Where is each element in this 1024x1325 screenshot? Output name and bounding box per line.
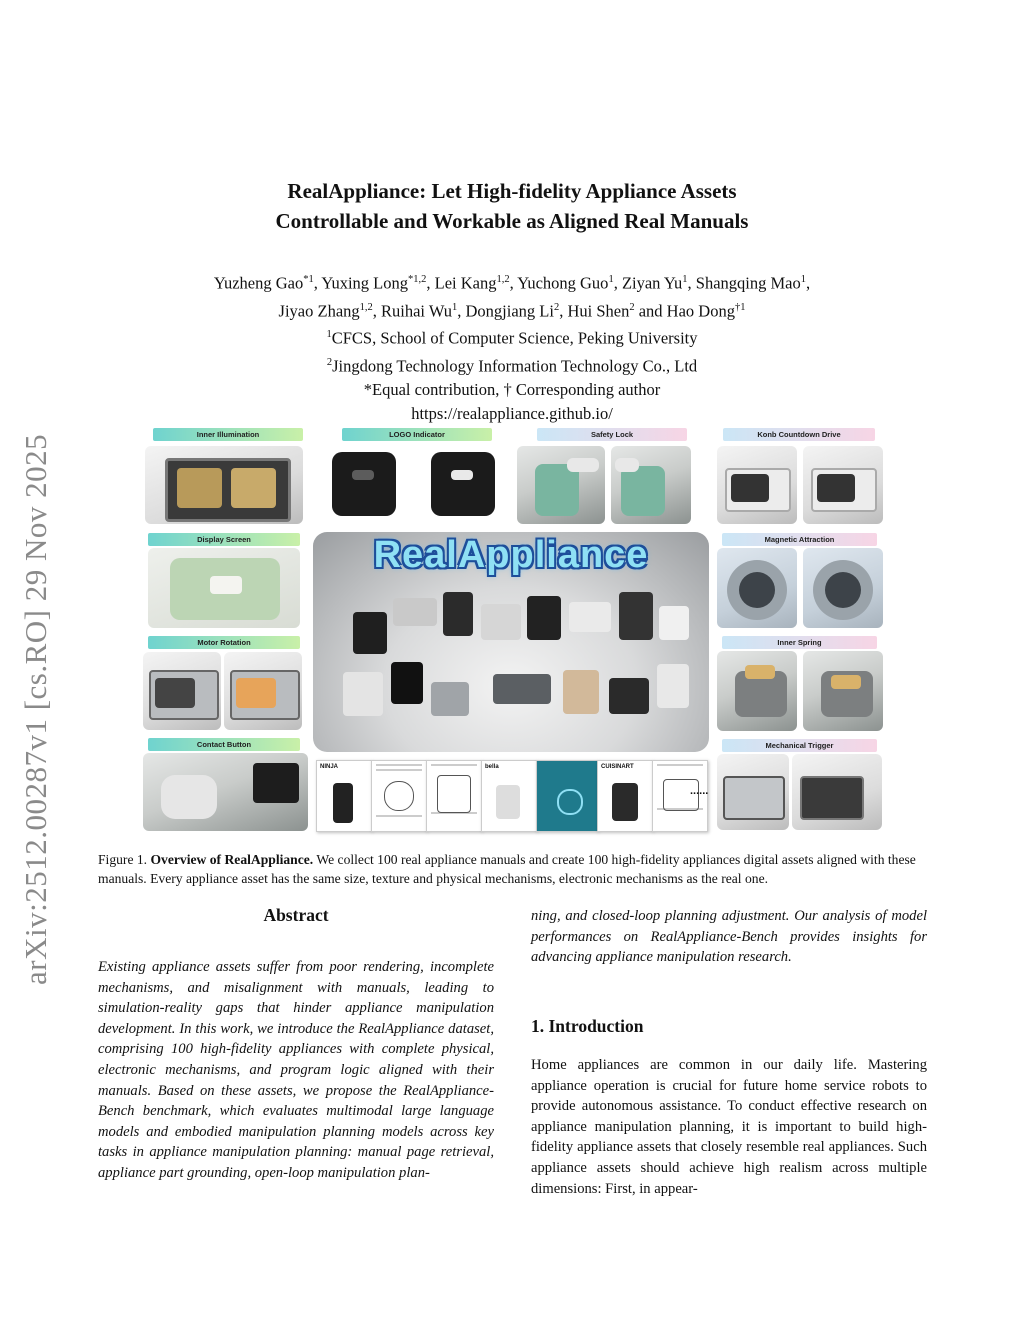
manual-thumbnail-4: bella <box>481 760 537 832</box>
manual-thumbnail-5 <box>536 760 598 832</box>
motor-rotation-image-1 <box>143 652 221 730</box>
logo-indicator-image-2 <box>417 446 509 524</box>
magnetic-attraction-image-1 <box>717 548 797 628</box>
mechanical-trigger-image-2 <box>792 754 882 830</box>
contact-button-image <box>143 753 308 831</box>
manual-thumbnail-3 <box>426 760 482 832</box>
display-screen-image <box>148 548 300 628</box>
manuals-ellipsis: ...... <box>690 785 709 797</box>
inner-spring-image-1 <box>717 651 797 731</box>
affiliation-2: $^2$Jingdong Technology Information Technology Co., Ltd <box>326 356 698 375</box>
author-line-2: Jiyao Zhang$^{1,2}$, Ruihai Wu$^1$, Dongjiang Li$^2$, Hui Shen$^2$ and Hao Dong$^{\dagger 1}$ <box>278 301 746 320</box>
introduction-heading: 1. Introduction <box>531 1016 644 1036</box>
equal-contribution-note: *Equal contribution, † Corresponding author <box>363 380 661 399</box>
label-logo-indicator: LOGO Indicator <box>342 428 492 441</box>
title-line-2: Controllable and Workable as Aligned Real Manuals <box>275 209 749 233</box>
label-inner-spring: Inner Spring <box>722 636 877 649</box>
project-url[interactable]: https://realappliance.github.io/ <box>411 404 613 423</box>
label-knob-countdown-drive: Konb Countdown Drive <box>723 428 875 441</box>
label-mechanical-trigger: Mechanical Trigger <box>722 739 877 752</box>
magnetic-attraction-image-2 <box>803 548 883 628</box>
label-safety-lock: Safety Lock <box>537 428 687 441</box>
label-contact-button: Contact Button <box>148 738 300 751</box>
realappliance-logo-text: RealAppliance <box>373 534 649 576</box>
manual-thumbnail-1: NINJA <box>316 760 372 832</box>
knob-countdown-image-1 <box>717 446 797 524</box>
paper-title <box>0 176 1024 236</box>
introduction-text: Home appliances are common in our daily life. Mastering appliance operation is crucial for future home service robots to provide autonomous assistance. To conduct effective research on appliance manipulation planning, it is important to build high-fidelity appliance assets that closely resemble real appliances. Such appliance assets should achieve high realism across multiple dimensions: First, in appear- <box>531 1057 927 1197</box>
arxiv-identifier: arXiv:2512.00287v1 [cs.RO] 29 Nov 2025 <box>18 433 53 985</box>
author-line-1: Yuzheng Gao$^{*1}$, Yuxing Long$^{*1,2}$, Lei Kang$^{1,2}$, Yuchong Guo$^1$, Ziyan Yu$^1$, Shangqing Mao$^1$, <box>213 273 811 293</box>
inner-spring-image-2 <box>803 651 883 731</box>
motor-rotation-image-2 <box>224 652 302 730</box>
mechanical-trigger-image-1 <box>717 754 789 830</box>
knob-countdown-image-2 <box>803 446 883 524</box>
safety-lock-image-1 <box>517 446 605 524</box>
manual-thumbnail-6: CUISINART <box>597 760 653 832</box>
manual-thumbnail-2 <box>371 760 427 832</box>
abstract-text: Existing appliance assets suffer from poor rendering, incomplete mechanisms, and misalignment with manuals, leading to simulation-reality gaps that hinder appliance manipulation development. In this work, we introduce the RealAppliance dataset, comprising 100 high-fidelity appliances with complete physical, electronic mechanisms, and program logic aligned with their manuals. Based on these assets, we propose the RealAppliance-Bench benchmark, which evaluates multimodal large language models and embodied manipulation planning models across key tasks in appliance manipulation planning: manual page retrieval, appliance part grounding, open-loop manipulation plan- <box>98 959 494 1181</box>
inner-illumination-image <box>145 446 303 524</box>
title-line-1: RealAppliance: Let High-fidelity Appliance Assets <box>287 179 737 203</box>
safety-lock-image-2 <box>611 446 691 524</box>
label-inner-illumination: Inner Illumination <box>153 428 303 441</box>
figure-caption: Figure 1. Overview of RealAppliance. We collect 100 real appliance manuals and create 100 high-fidelity appliances digital assets aligned with these manuals. Every appliance asset has the same size, texture and physical mechanisms, electronic mechanisms as the real one. <box>98 852 916 886</box>
label-motor-rotation: Motor Rotation <box>148 636 300 649</box>
author-block <box>0 268 1024 426</box>
affiliation-1: $^1$CFCS, School of Computer Science, Peking University <box>326 328 698 348</box>
abstract-heading: Abstract <box>263 905 329 925</box>
abstract-text-continued: ning, and closed-loop planning adjustment. Our analysis of model performances on RealAppliance-Bench provides insights for advancing appliance manipulation research. <box>531 908 927 966</box>
logo-indicator-image-1 <box>318 446 410 524</box>
label-display-screen: Display Screen <box>148 533 300 546</box>
label-magnetic-attraction: Magnetic Attraction <box>722 533 877 546</box>
realappliance-collection-image <box>313 532 709 752</box>
